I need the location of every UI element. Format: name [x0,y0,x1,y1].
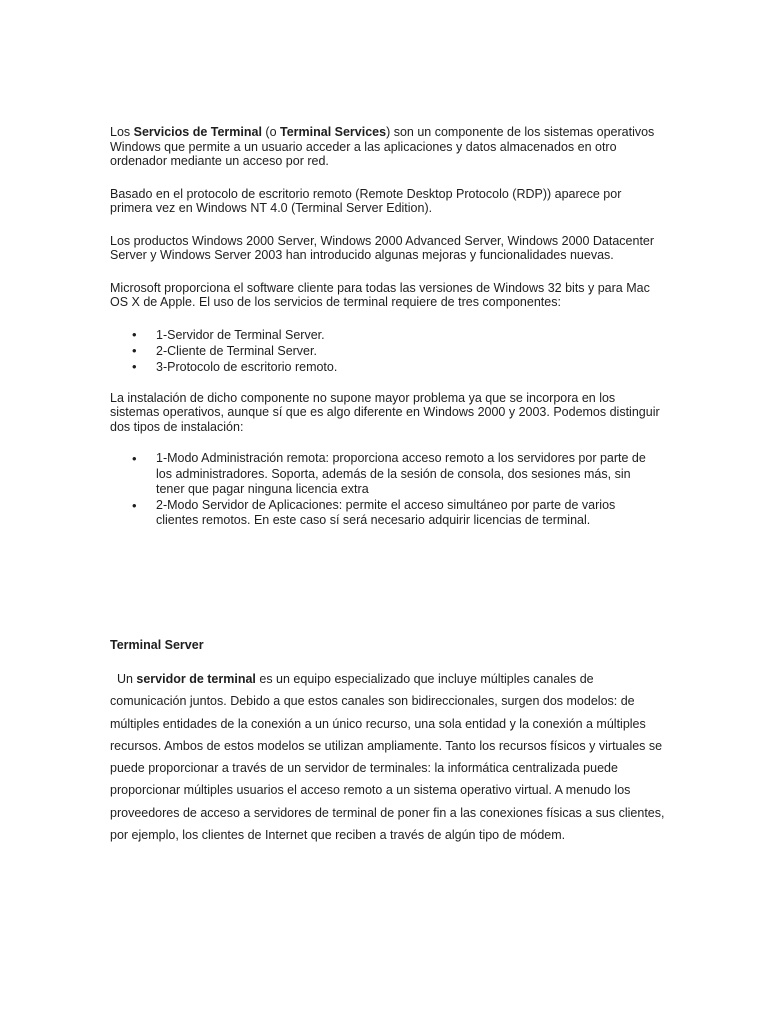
rdp-paragraph: Basado en el protocolo de escritorio remoto (Remote Desktop Protocolo (RDP)) aparece por primera vez en Windows NT 4.0 (Terminal Server Edition). [110,186,622,215]
list-item: • 3-Protocolo de escritorio remoto. [156,359,660,375]
terminal-server-paragraph: Un servidor de terminal es un equipo especializado que incluye múltiples canales de comunicación juntos. Debido a que estos canales son bidireccionales, surgen dos modelos: de múltiples entidades de la conexión a un único recurso, una sola entidad y la conexión a múltiples recursos. Ambos de estos modelos se utilizan ampliamente. Tanto los recursos físicos y virtuales se puede proporcionar a través de un servidor de terminales: la informática centralizada puede proporcionar múltiples usuarios el acceso remoto a un sistema operativo virtual. A menudo los proveedores de acceso a servidores de terminal de poner fin a las conexiones físicas a sus clientes, por ejemplo, los clientes de Internet que reciben a través de algún tipo de módem. [110,672,665,843]
installation-paragraph: La instalación de dicho componente no supone mayor problema ya que se incorpora en los sistemas operativos, aunque sí que es algo diferente en Windows 2000 y 2003. Podemos distinguir dos tipos de instalación: [110,390,660,434]
products-paragraph: Los productos Windows 2000 Server, Windows 2000 Advanced Server, Windows 2000 Datacenter Server y Windows Server 2003 han introducido algunas mejoras y funcionalidades nuevas. [110,233,655,262]
term-servicios-de-terminal: Servicios de Terminal [133,125,262,139]
client-paragraph: Microsoft proporciona el software cliente para todas las versiones de Windows 32 bits y para Mac OS X de Apple. El uso de los servicios de terminal requiere de tres componentes: [110,280,650,309]
section-heading: Terminal Server [110,638,204,652]
components-list [110,327,660,375]
list-item: • 2-Modo Servidor de Aplicaciones: permite el acceso simultáneo por parte de varios clientes remotos. En este caso sí será necesario adquirir licencias de terminal. [156,498,660,529]
intro-paragraph: Los Servicios de Terminal (o Terminal Services) son un componente de los sistemas operativos Windows que permite a un usuario acceder a las aplicaciones y datos almacenados en otro ordenador mediante un acceso por red. [110,125,655,168]
term-terminal-services: Terminal Services [280,125,387,139]
document-page [110,125,660,529]
list-item: • 1-Modo Administración remota: proporciona acceso remoto a los servidores por parte de los administradores. Soporta, además de la sesión de consola, dos sesiones más, sin tener que pagar ninguna licencia extra [156,451,660,498]
list-item: • 2-Cliente de Terminal Server. [156,343,660,359]
term-servidor-de-terminal: servidor de terminal [136,672,256,686]
list-item: • 1-Servidor de Terminal Server. [156,327,660,343]
modes-list [110,451,660,529]
